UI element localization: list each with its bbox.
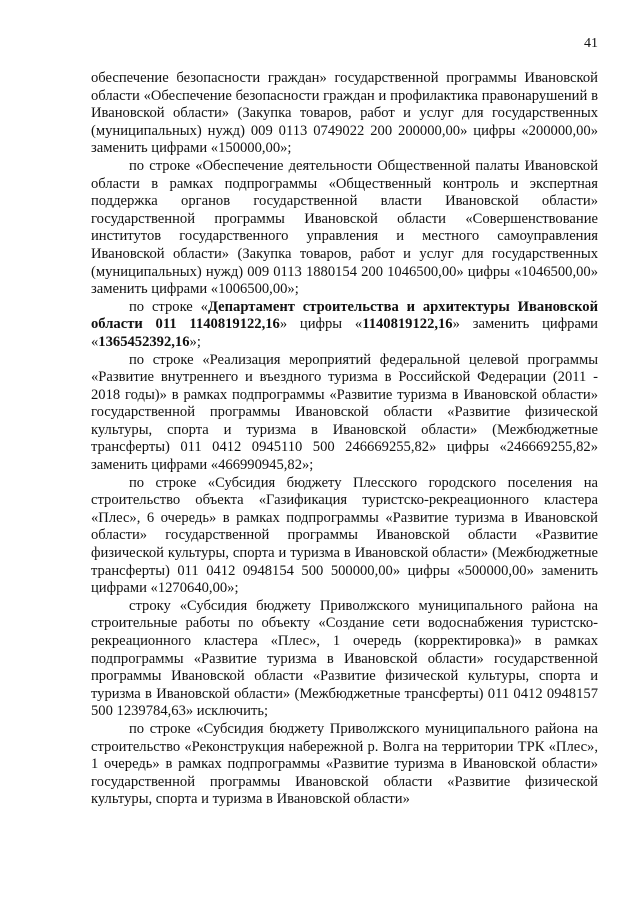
document-body: [91, 70, 598, 809]
paragraph-1: обеспечение безопасности граждан» государственной программы Ивановской области «Обеспечение безопасности граждан и профилактика правонарушений в Ивановской области» (Закупка товаров, работ и услуг для государственных (муниципальных) нужд) 009 0113 0749022 200 200000,00» цифры «200000,00» заменить цифрами «150000,00»;: [91, 70, 598, 157]
paragraph-3-text-4: »;: [189, 333, 201, 350]
page-number: 41: [584, 36, 598, 51]
paragraph-2: по строке «Обеспечение деятельности Общественной палаты Ивановской области в рамках подпрограммы «Общественный контроль и экспертная поддержка органов государственной власти Ивановской области» государственной программы Ивановской области «Совершенствование институтов государственного управления и местного самоуправления Ивановской области» (Закупка товаров, работ и услуг для государственных (муниципальных) нужд) 009 0113 1880154 200 1046500,00» цифры «1046500,00» заменить цифрами «1006500,00»;: [91, 157, 598, 298]
paragraph-3-text-1: по строке «: [129, 298, 208, 315]
paragraph-3-bold-2: 1140819122,16: [362, 316, 453, 333]
paragraph-3-bold-1: Департамент строительства и архитектуры Ивановской области 011 1140819122,16: [91, 298, 598, 333]
paragraph-3-text-3: » заменить цифрами «: [91, 316, 598, 350]
paragraph-3-bold-3: 1365452392,16: [98, 333, 190, 350]
paragraph-7: по строке «Субсидия бюджету Приволжского муниципального района на строительство «Реконструкция набережной р. Волга на территории ТРК «Плес», 1 очередь» в рамках подпрограммы «Развитие туризма в Ивановской области» государственной программы Ивановской области «Развитие физической культуры, спорта и туризма в Ивановской области»: [91, 720, 598, 808]
paragraph-3-text-2: » цифры «: [279, 316, 363, 333]
paragraph-3: [91, 299, 598, 352]
paragraph-4: по строке «Реализация мероприятий федеральной целевой программы «Развитие внутреннего и въездного туризма в Российской Федерации (2011 - 2018 годы)» в рамках подпрограммы «Развитие туризма в Ивановской области» государственной программы Ивановской области «Развитие физической культуры, спорта и туризма в Ивановской области» (Межбюджетные трансферты) 011 0412 0945110 500 246669255,82» цифры «246669255,82» заменить цифрами «466990945,82»;: [91, 351, 598, 474]
paragraph-6: строку «Субсидия бюджету Приволжского муниципального района на строительные работы по объекту «Создание сети водоснабжения туристско-рекреационного кластера «Плес», 1 очередь (корректировка)» в рамках подпрограммы «Развитие туризма в Ивановской области» государственной программы Ивановской области «Развитие физической культуры, спорта и туризма в Ивановской области» (Межбюджетные трансферты) 011 0412 0948157 500 1239784,63» исключить;: [91, 597, 598, 720]
paragraph-5: по строке «Субсидия бюджету Плесского городского поселения на строительство объекта «Газификация туристско-рекреационного кластера «Плес», 6 очередь» в рамках подпрограммы «Развитие туризма в Ивановской области» государственной программы Ивановской области «Развитие физической культуры, спорта и туризма в Ивановской области» (Межбюджетные трансферты) 011 0412 0948154 500 500000,00» цифры «500000,00» заменить цифрами «1270640,00»;: [91, 474, 598, 597]
